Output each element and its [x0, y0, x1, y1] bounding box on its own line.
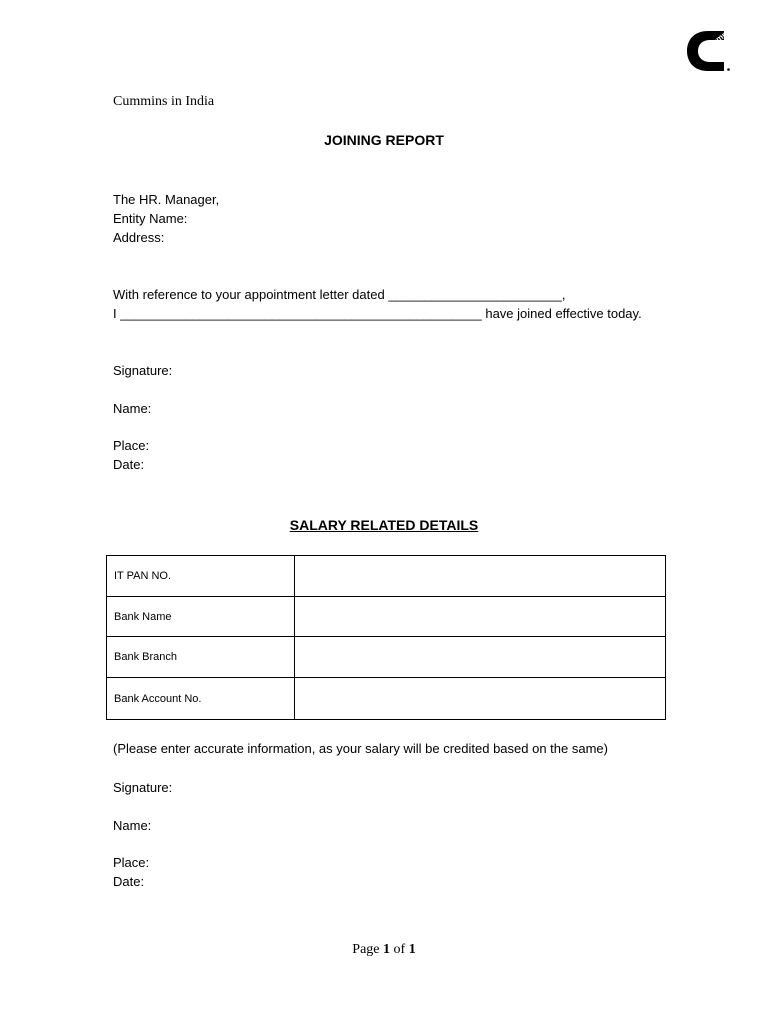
joined-line: I __________________________________________________ have joined effective today. [113, 306, 642, 321]
table-row [107, 597, 666, 637]
table-row [107, 637, 666, 678]
date-label-2: Date: [113, 874, 145, 889]
bank-account-value-cell [295, 678, 666, 720]
bank-account-label: Bank Account No. [107, 678, 295, 720]
place-label: Place: [113, 438, 150, 453]
signature-label: Signature: [113, 363, 173, 378]
of-word: of [393, 942, 406, 957]
page-word: Page [352, 942, 380, 957]
logo-wordmark: Cummins [705, 21, 740, 51]
current-page: 1 [383, 942, 391, 957]
salary-note: (Please enter accurate information, as your salary will be credited based on the same) [113, 741, 608, 756]
salary-section-title: SALARY RELATED DETAILS [289, 517, 479, 533]
date-label: Date: [113, 457, 145, 472]
page-number [0, 942, 768, 958]
cummins-logo [684, 21, 740, 74]
address-line: Address: [113, 230, 165, 245]
company-location: Cummins in India [113, 94, 215, 109]
reference-line: With reference to your appointment letter dated ________________________, [113, 287, 566, 302]
pan-label: IT PAN NO. [107, 556, 295, 597]
bank-branch-label: Bank Branch [107, 637, 295, 678]
addressee-line: The HR. Manager, [113, 192, 220, 207]
entity-name-line: Entity Name: [113, 211, 188, 226]
table-row [107, 678, 666, 720]
total-pages: 1 [408, 942, 416, 957]
document-title: JOINING REPORT [324, 132, 444, 148]
bank-branch-value-cell [295, 637, 666, 678]
signature-label-2: Signature: [113, 780, 173, 795]
name-label-2: Name: [113, 818, 152, 833]
salary-details-table [106, 555, 666, 720]
bank-name-value-cell [295, 597, 666, 637]
table-row [107, 556, 666, 597]
name-label: Name: [113, 401, 152, 416]
bank-name-label: Bank Name [107, 597, 295, 637]
pan-value-cell [295, 556, 666, 597]
place-label-2: Place: [113, 855, 150, 870]
